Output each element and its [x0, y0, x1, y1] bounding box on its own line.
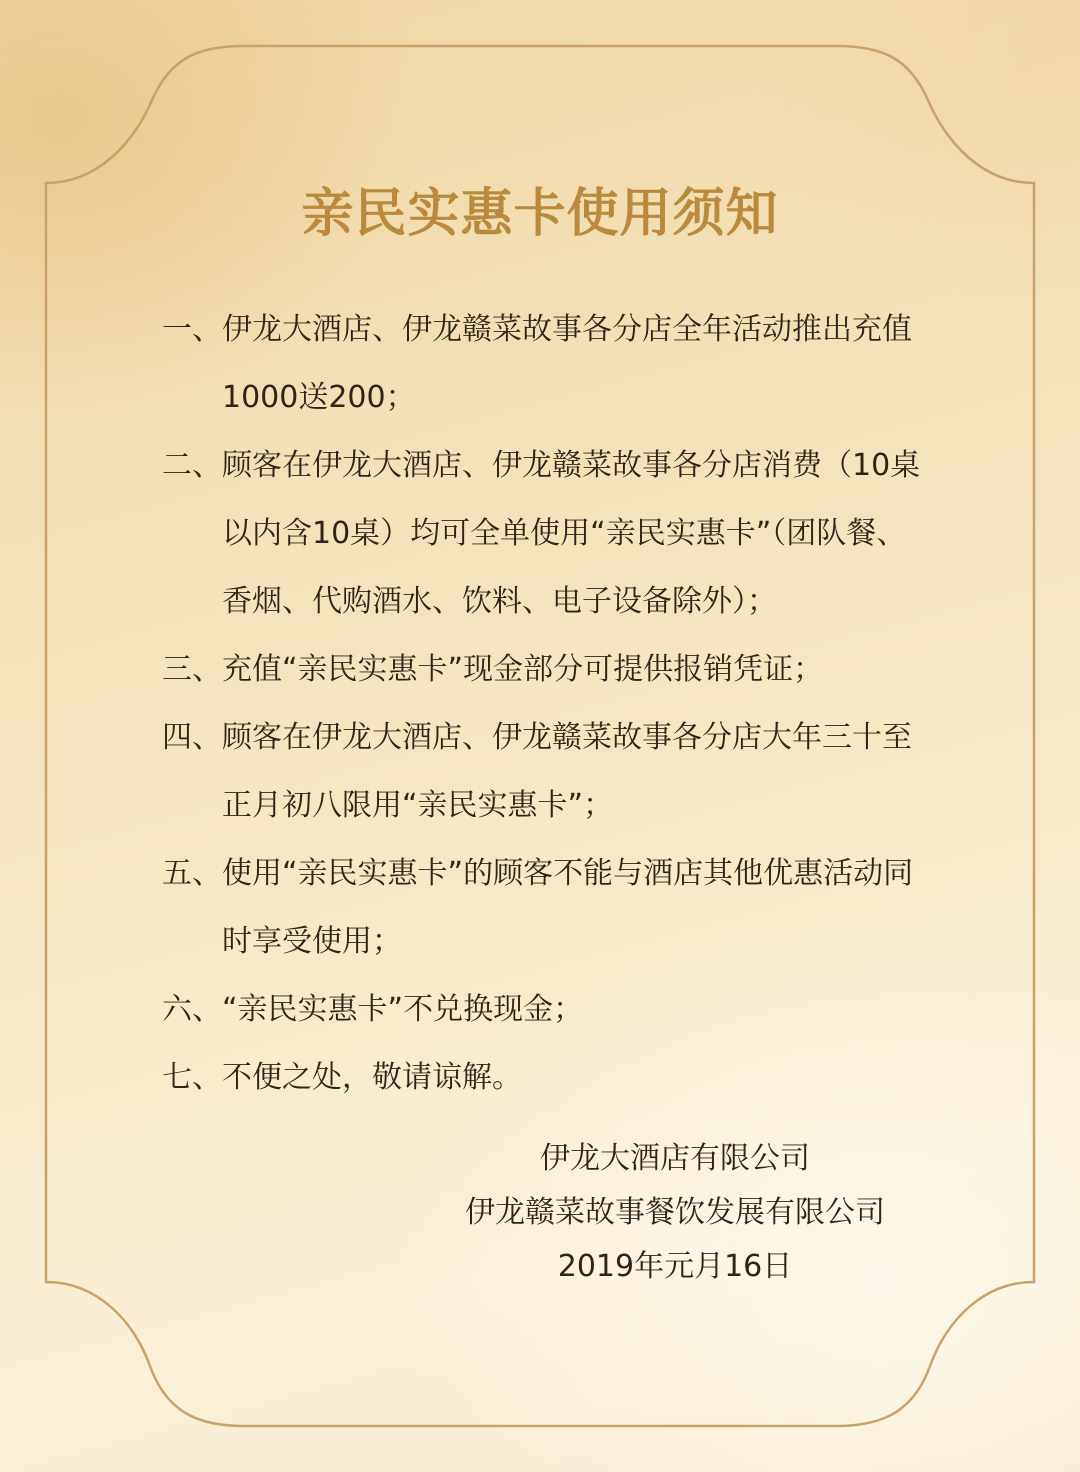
- rule-number: 三、: [162, 652, 222, 687]
- rule-number: 四、: [162, 720, 222, 755]
- rule-number: 七、: [162, 1060, 222, 1095]
- list-item: [162, 636, 922, 704]
- list-item: [162, 432, 922, 636]
- rule-number: 二、: [162, 448, 222, 483]
- list-item: [162, 296, 922, 432]
- rule-text: 使用“亲民实惠卡”的顾客不能与酒店其他优惠活动同时享受使用；: [222, 856, 914, 959]
- rule-number: 一、: [162, 312, 222, 347]
- company-name: 伊龙赣菜故事餐饮发展有限公司: [465, 1195, 885, 1230]
- rule-number: 六、: [162, 992, 222, 1027]
- rules-list: [162, 296, 922, 1112]
- rule-text: 充值“亲民实惠卡”现金部分可提供报销凭证；: [222, 652, 824, 687]
- rule-text: “亲民实惠卡”不兑换现金；: [222, 992, 584, 1027]
- rule-text: 不便之处，敬请谅解。: [222, 1060, 522, 1095]
- rule-text: 顾客在伊龙大酒店、伊龙赣菜故事各分店大年三十至正月初八限用“亲民实惠卡”；: [222, 720, 912, 823]
- signature-date: 2019年元月16日: [557, 1249, 793, 1284]
- list-item: [162, 840, 922, 976]
- list-item: [162, 704, 922, 840]
- rule-text: 伊龙大酒店、伊龙赣菜故事各分店全年活动推出充值1000送200；: [222, 312, 912, 415]
- company-name: 伊龙大酒店有限公司: [540, 1141, 810, 1176]
- rule-number: 五、: [162, 856, 222, 891]
- list-item: [162, 976, 922, 1044]
- signature-block: [420, 1132, 930, 1294]
- list-item: [162, 1044, 922, 1112]
- page-title: 亲民实惠卡使用须知: [301, 183, 779, 244]
- rule-text: 顾客在伊龙大酒店、伊龙赣菜故事各分店消费（10桌以内含10桌）均可全单使用“亲民实惠卡”（团队餐、香烟、代购酒水、饮料、电子设备除外）；: [222, 448, 921, 619]
